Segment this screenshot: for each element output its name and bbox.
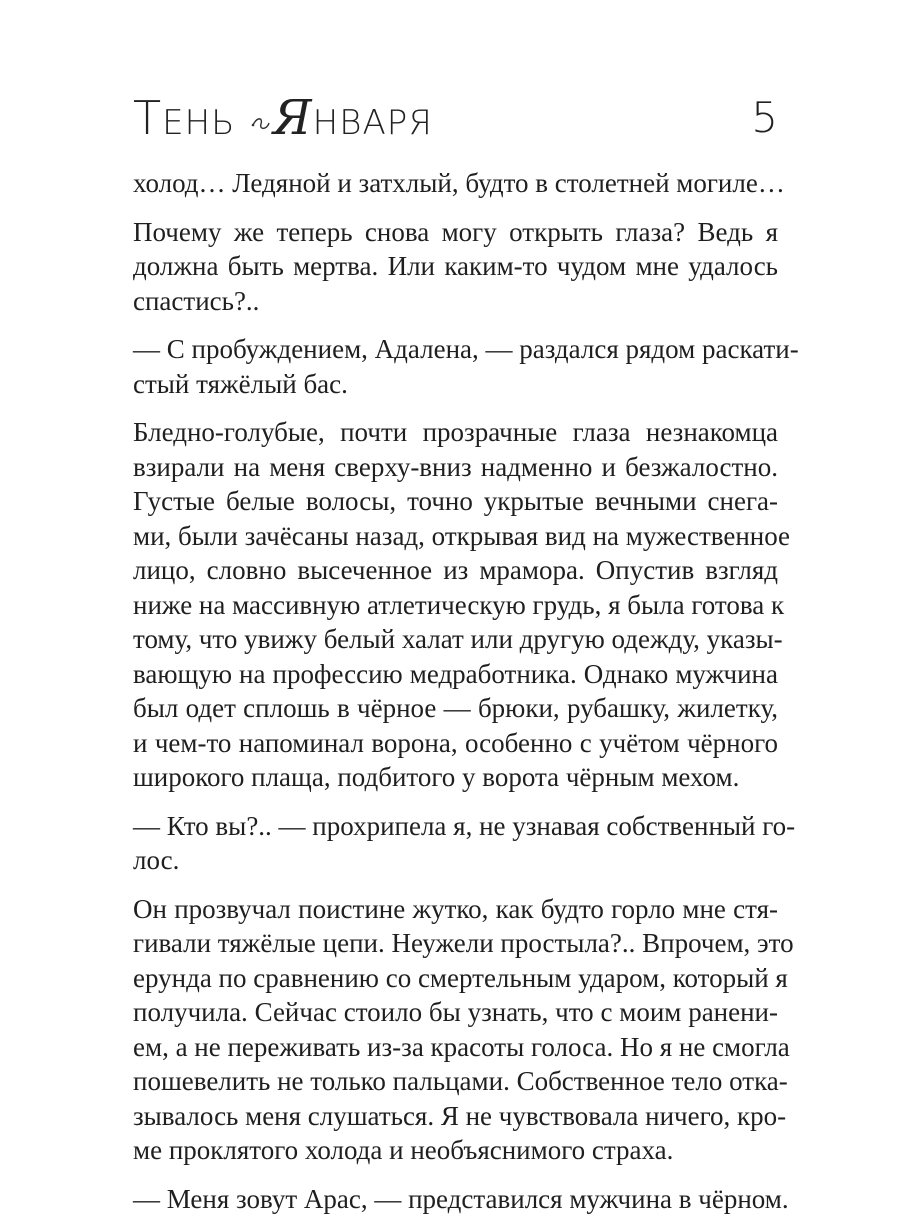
text-line: — Меня зовут Арас, — представился мужчина в чёрном. [133, 1183, 789, 1214]
title-word2-rest: НВАРЯ [312, 103, 433, 143]
title-word2-initial: Я [272, 90, 313, 146]
text-line: пошевелить не только пальцами. Собственное тело отка- [133, 1066, 788, 1096]
paragraph [133, 1182, 789, 1217]
text-line: — С пробуждением, Адалена, — раздался рядом раскати- [133, 334, 799, 364]
text-line: гивали тяжёлые цепи. Неужели простыла?.. Впрочем, это [133, 928, 794, 958]
running-header [133, 88, 778, 148]
title-word1-rest: ЕНЬ [162, 103, 236, 143]
text-line: холод… Ледяной и затхлый, будто в столетней могиле… [133, 168, 785, 198]
paragraph [133, 415, 791, 795]
text-line: зывалось меня слушаться. Я не чувствовала ничего, кро- [133, 1100, 787, 1131]
title-word1-initial: Т [133, 91, 163, 145]
running-title [133, 88, 433, 153]
text-line: стый тяжёлый бас. [133, 368, 348, 399]
text-line: ме проклятого холода и необъяснимого страха. [133, 1135, 674, 1165]
text-line: лицо, словно высеченное из мрамора. Опустив взгляд [133, 555, 778, 585]
text-line: — Кто вы?.. — прохрипела я, не узнавая собственный го- [133, 810, 796, 841]
text-line: Он прозвучал поистине жутко, как будто горло мне стя- [133, 893, 778, 924]
page-number: 5 [751, 93, 778, 142]
text-line: лос. [133, 845, 180, 875]
text-line: и чем-то напоминал ворона, особенно с учётом чёрного [133, 727, 778, 758]
text-line: ерунда по сравнению со смертельным ударом, который я [133, 962, 788, 993]
text-line: спастись?.. [133, 285, 260, 316]
paragraph [133, 166, 785, 201]
text-line: получила. Сейчас стоило бы узнать, что с моим ранени- [133, 997, 778, 1027]
text-line: был одет сплошь в чёрное — брюки, рубашку, жилетку, [133, 693, 778, 723]
text-line: Почему же теперь снова могу открыть глаза? Ведь я [133, 216, 778, 247]
chapter-text [133, 166, 799, 1230]
paragraph [133, 892, 794, 1168]
flourish-ornament-icon [251, 115, 271, 133]
text-line: должна быть мертва. Или каким-то чудом мне удалось [133, 251, 778, 281]
text-line: Бледно-голубые, почти прозрачные глаза незнакомца [133, 417, 778, 447]
paragraph [133, 332, 799, 401]
text-line: взирали на меня сверху-вниз надменно и безжалостно. [133, 451, 778, 482]
text-line: ми, были зачёсаны назад, открывая вид на мужественное [133, 520, 791, 551]
text-line: ниже на массивную атлетическую грудь, я была готова к [133, 589, 785, 620]
text-line: вающую на профессию медработника. Однако мужчина [133, 658, 778, 689]
paragraph [133, 809, 796, 878]
text-line: Густые белые волосы, точно укрытые вечными снега- [133, 486, 778, 516]
text-line: тому, что увижу белый халат или другую одежду, указы- [133, 624, 783, 654]
paragraph [133, 215, 778, 319]
text-line: ем, а не переживать из-за красоты голоса. Но я не смогла [133, 1031, 790, 1062]
text-line: широкого плаща, подбитого у ворота чёрным мехом. [133, 762, 740, 792]
